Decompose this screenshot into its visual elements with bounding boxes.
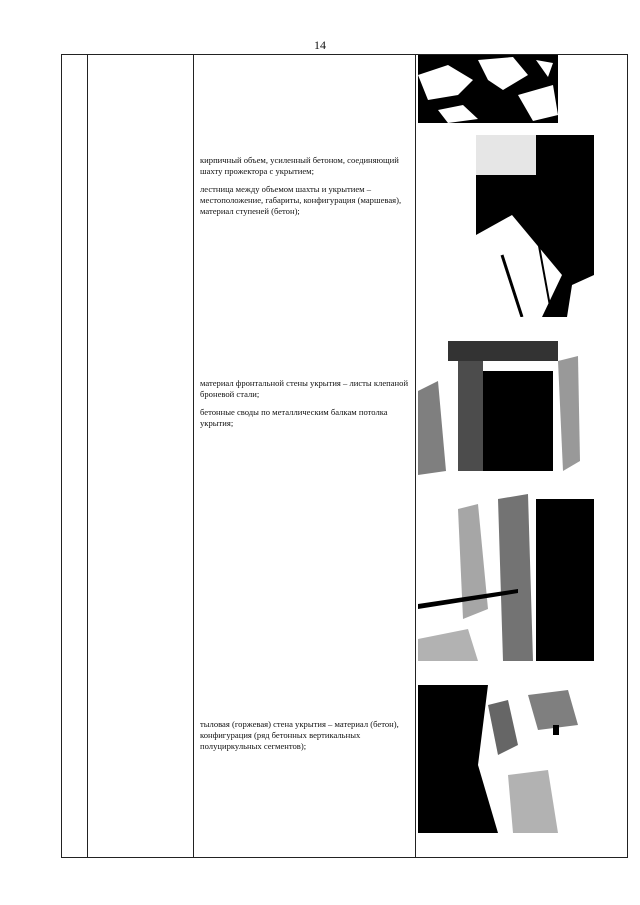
row-3-item-2: бетонные своды по металлическим балкам потолка укрытия; bbox=[200, 407, 388, 428]
photo-1 bbox=[418, 55, 558, 123]
row-4-item-1: тыловая (горжевая) стена укрытия – материал (бетон), конфигурация (ряд бетонных вертикальных полуциркульных сегментов); bbox=[200, 719, 399, 751]
photo-2 bbox=[442, 135, 594, 317]
row-3-description bbox=[200, 378, 412, 436]
column-divider-2 bbox=[193, 55, 194, 857]
photo-4 bbox=[418, 489, 594, 661]
row-2-item-2: лестница между объемом шахты и укрытием – местоположение, габариты, конфигурация (маршевая), материал ступеней (бетон); bbox=[200, 184, 402, 216]
photo-5 bbox=[418, 685, 594, 833]
row-3-item-1: материал фронтальной стены укрытия – листы клепаной броневой стали; bbox=[200, 378, 409, 399]
row-2-item-1: кирпичный объем, усиленный бетоном, соединяющий шахту прожектора с укрытием; bbox=[200, 155, 399, 176]
photo-3 bbox=[418, 331, 580, 475]
row-4-description bbox=[200, 719, 412, 759]
row-2-description bbox=[200, 155, 412, 224]
page-number: 14 bbox=[314, 38, 326, 52]
content-table bbox=[61, 54, 628, 858]
column-divider-1 bbox=[87, 55, 88, 857]
column-divider-3 bbox=[415, 55, 416, 857]
